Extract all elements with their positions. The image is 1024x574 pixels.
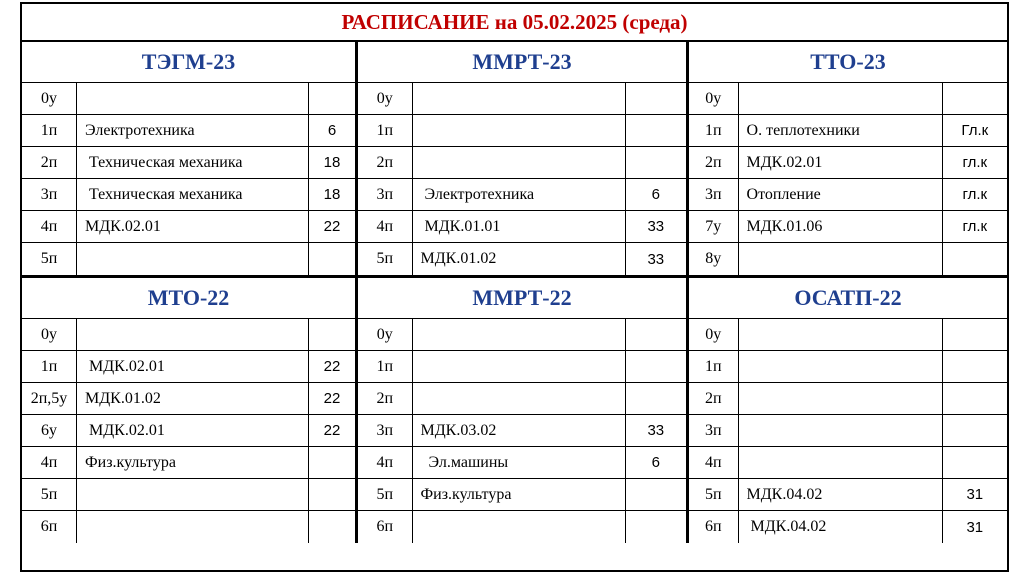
room-cell bbox=[309, 511, 355, 543]
subject-cell bbox=[739, 351, 943, 382]
subject-cell: МДК.01.01 bbox=[413, 211, 626, 242]
subject-cell: Электротехника bbox=[77, 115, 309, 146]
period-cell: 7у bbox=[689, 211, 739, 242]
room-cell bbox=[943, 351, 1007, 382]
room-cell bbox=[309, 447, 355, 478]
subject-cell bbox=[739, 243, 943, 275]
group-name: ОСАТП-22 bbox=[689, 278, 1007, 319]
subject-cell: МДК.02.01 bbox=[77, 211, 309, 242]
period-cell: 4п bbox=[358, 211, 413, 242]
room-cell: 22 bbox=[323, 218, 341, 235]
room-cell bbox=[943, 83, 1007, 114]
room-cell: 22 bbox=[323, 358, 341, 375]
room-cell bbox=[309, 83, 355, 114]
subject-cell: Физ.культура bbox=[413, 479, 626, 510]
period-cell: 4п bbox=[689, 447, 739, 478]
room-cell: гл.к bbox=[962, 218, 988, 235]
subject-cell: МДК.04.02 bbox=[739, 479, 943, 510]
room-cell: 33 bbox=[647, 250, 665, 268]
room-cell: гл.к bbox=[962, 186, 988, 203]
schedule-title: РАСПИСАНИЕ на 05.02.2025 (среда) bbox=[22, 4, 1007, 42]
schedule-row bbox=[22, 319, 355, 351]
group-bottom-0 bbox=[22, 278, 355, 543]
schedule-sheet bbox=[20, 2, 1009, 572]
room-cell: 22 bbox=[323, 390, 341, 407]
room-cell bbox=[943, 243, 1007, 275]
period-cell: 1п bbox=[358, 115, 413, 146]
subject-cell bbox=[413, 383, 626, 414]
schedule-row bbox=[358, 447, 686, 479]
schedule-row bbox=[358, 211, 686, 243]
room-cell bbox=[626, 147, 686, 178]
period-cell: 6п bbox=[689, 511, 739, 543]
subject-cell bbox=[413, 147, 626, 178]
period-cell: 0у bbox=[689, 319, 739, 350]
schedule-row bbox=[358, 147, 686, 179]
period-cell: 2п bbox=[689, 383, 739, 414]
period-cell: 3п bbox=[689, 179, 739, 210]
subject-cell: МДК.04.02 bbox=[739, 511, 943, 543]
subject-cell: МДК.02.01 bbox=[739, 147, 943, 178]
period-cell: 5п bbox=[689, 479, 739, 510]
period-cell: 6п bbox=[358, 511, 413, 543]
room-cell bbox=[626, 351, 686, 382]
group-bottom-1 bbox=[355, 278, 686, 543]
schedule-row bbox=[22, 351, 355, 383]
group-name: ММРТ-22 bbox=[358, 278, 686, 319]
schedule-row bbox=[358, 115, 686, 147]
period-cell: 2п,5у bbox=[22, 383, 77, 414]
room-cell bbox=[626, 115, 686, 146]
subject-cell: Электротехника bbox=[413, 179, 626, 210]
room-cell: 6 bbox=[327, 122, 337, 139]
room-cell: 18 bbox=[323, 154, 341, 171]
schedule-row bbox=[358, 243, 686, 275]
schedule-row bbox=[689, 415, 1007, 447]
schedule-row bbox=[22, 415, 355, 447]
schedule-row bbox=[689, 319, 1007, 351]
period-cell: 2п bbox=[22, 147, 77, 178]
period-cell: 1п bbox=[22, 351, 77, 382]
group-top-0 bbox=[22, 42, 355, 275]
room-cell: 33 bbox=[647, 422, 665, 439]
bottom-band bbox=[22, 278, 1007, 543]
schedule-row bbox=[22, 211, 355, 243]
period-cell: 4п bbox=[358, 447, 413, 478]
period-cell: 1п bbox=[689, 351, 739, 382]
room-cell bbox=[943, 383, 1007, 414]
top-band bbox=[22, 42, 1007, 278]
period-cell: 6п bbox=[22, 511, 77, 543]
room-cell: 31 bbox=[966, 486, 984, 503]
subject-cell: Физ.культура bbox=[77, 447, 309, 478]
period-cell: 6у bbox=[22, 415, 77, 446]
room-cell bbox=[626, 479, 686, 510]
group-bottom-2 bbox=[686, 278, 1007, 543]
room-cell: Гл.к bbox=[961, 122, 989, 139]
subject-cell bbox=[413, 351, 626, 382]
period-cell: 5п bbox=[22, 243, 77, 275]
schedule-row bbox=[689, 479, 1007, 511]
group-name: ТЭГМ-23 bbox=[22, 42, 355, 83]
period-cell: 2п bbox=[358, 147, 413, 178]
subject-cell bbox=[77, 511, 309, 543]
room-cell bbox=[943, 415, 1007, 446]
subject-cell: Техническая механика bbox=[77, 147, 309, 178]
subject-cell: МДК.01.02 bbox=[77, 383, 309, 414]
subject-cell bbox=[77, 479, 309, 510]
period-cell: 1п bbox=[358, 351, 413, 382]
period-cell: 0у bbox=[358, 83, 413, 114]
room-cell bbox=[626, 383, 686, 414]
room-cell bbox=[626, 83, 686, 114]
schedule-row bbox=[358, 351, 686, 383]
subject-cell bbox=[739, 383, 943, 414]
period-cell: 5п bbox=[358, 243, 413, 275]
schedule-row bbox=[358, 511, 686, 543]
period-cell: 8у bbox=[689, 243, 739, 275]
subject-cell bbox=[739, 319, 943, 350]
room-cell: 18 bbox=[323, 186, 341, 203]
subject-cell: МДК.03.02 bbox=[413, 415, 626, 446]
period-cell: 0у bbox=[689, 83, 739, 114]
room-cell bbox=[626, 319, 686, 350]
room-cell bbox=[943, 447, 1007, 478]
schedule-row bbox=[22, 511, 355, 543]
schedule-row bbox=[358, 83, 686, 115]
period-cell: 0у bbox=[22, 83, 77, 114]
schedule-row bbox=[358, 383, 686, 415]
subject-cell bbox=[739, 83, 943, 114]
schedule-row bbox=[22, 115, 355, 147]
schedule-row bbox=[689, 83, 1007, 115]
group-top-1 bbox=[355, 42, 686, 275]
subject-cell bbox=[739, 415, 943, 446]
room-cell bbox=[309, 479, 355, 510]
schedule-row bbox=[358, 319, 686, 351]
subject-cell: МДК.01.06 bbox=[739, 211, 943, 242]
period-cell: 2п bbox=[358, 383, 413, 414]
schedule-row bbox=[689, 351, 1007, 383]
room-cell: 22 bbox=[323, 422, 341, 439]
subject-cell: Эл.машины bbox=[413, 447, 626, 478]
subject-cell: МДК.02.01 bbox=[77, 415, 309, 446]
subject-cell: Отопление bbox=[739, 179, 943, 210]
room-cell: 31 bbox=[966, 518, 984, 536]
room-cell bbox=[309, 243, 355, 275]
room-cell: гл.к bbox=[962, 154, 988, 171]
schedule-row bbox=[22, 243, 355, 275]
schedule-row bbox=[358, 479, 686, 511]
subject-cell bbox=[413, 83, 626, 114]
schedule-row bbox=[689, 511, 1007, 543]
subject-cell bbox=[77, 83, 309, 114]
group-top-2 bbox=[686, 42, 1007, 275]
room-cell bbox=[626, 511, 686, 543]
schedule-row bbox=[358, 415, 686, 447]
period-cell: 4п bbox=[22, 447, 77, 478]
schedule-row bbox=[689, 211, 1007, 243]
group-name: МТО-22 bbox=[22, 278, 355, 319]
period-cell: 5п bbox=[22, 479, 77, 510]
schedule-row bbox=[22, 83, 355, 115]
subject-cell: Техническая механика bbox=[77, 179, 309, 210]
subject-cell bbox=[77, 243, 309, 275]
group-name: ММРТ-23 bbox=[358, 42, 686, 83]
room-cell: 6 bbox=[651, 454, 660, 471]
subject-cell: О. теплотехники bbox=[739, 115, 943, 146]
period-cell: 0у bbox=[22, 319, 77, 350]
subject-cell bbox=[413, 511, 626, 543]
schedule-row bbox=[689, 179, 1007, 211]
schedule-row bbox=[22, 179, 355, 211]
period-cell: 4п bbox=[22, 211, 77, 242]
schedule-row bbox=[689, 447, 1007, 479]
period-cell: 1п bbox=[689, 115, 739, 146]
schedule-row bbox=[689, 383, 1007, 415]
schedule-row bbox=[22, 479, 355, 511]
subject-cell bbox=[413, 319, 626, 350]
schedule-row bbox=[22, 383, 355, 415]
room-cell bbox=[309, 319, 355, 350]
period-cell: 0у bbox=[358, 319, 413, 350]
group-name: ТТО-23 bbox=[689, 42, 1007, 83]
subject-cell bbox=[413, 115, 626, 146]
schedule-row bbox=[22, 447, 355, 479]
subject-cell: МДК.01.02 bbox=[413, 243, 626, 275]
schedule-row bbox=[358, 179, 686, 211]
schedule-row bbox=[689, 115, 1007, 147]
period-cell: 2п bbox=[689, 147, 739, 178]
subject-cell: МДК.02.01 bbox=[77, 351, 309, 382]
schedule-row bbox=[689, 147, 1007, 179]
subject-cell bbox=[77, 319, 309, 350]
period-cell: 3п bbox=[22, 179, 77, 210]
room-cell: 33 bbox=[647, 218, 665, 235]
period-cell: 3п bbox=[358, 415, 413, 446]
period-cell: 3п bbox=[689, 415, 739, 446]
room-cell bbox=[943, 319, 1007, 350]
period-cell: 1п bbox=[22, 115, 77, 146]
period-cell: 3п bbox=[358, 179, 413, 210]
subject-cell bbox=[739, 447, 943, 478]
schedule-row bbox=[22, 147, 355, 179]
room-cell: 6 bbox=[651, 186, 660, 203]
schedule-row bbox=[689, 243, 1007, 275]
period-cell: 5п bbox=[358, 479, 413, 510]
